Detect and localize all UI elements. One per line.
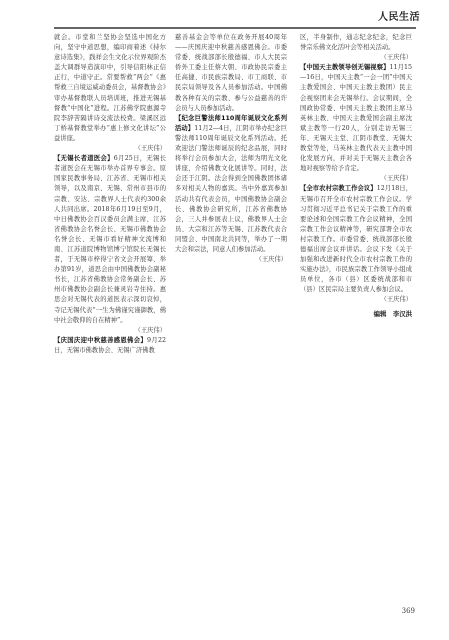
entry-heading: 【中国天主教领导创无锡视察】	[300, 64, 390, 72]
paragraph-entry	[54, 154, 166, 326]
text-column-3	[300, 33, 412, 319]
entry-text: 11月15—16日，中国天主教“一会一团”中国天主教爱国会、中国天主教主教团）民主会视察团来会无锡举行。会议期间，全国政协常委、中国天主教主教团主席马英林主教、中国天主教爱国会副主席沈斌主教等一行20人，分别走访无锡三年、无锡天主堂、江阴市教堂、无锡大教堂等处，马英林主教代表天主教中国化发展方向，并对关于无锡天主教会各地对视察等给予肯定。	[300, 64, 412, 173]
text-column-2	[175, 33, 287, 265]
source-note: （王庆伟）	[134, 145, 166, 153]
entry-text: 6月25日，无锡长者道医会在无锡市举办首界专事会。原国家民教事务局、江苏省、无锡市相关领导，以及南京、无锡、常州市县市的宗教、安达、宗教界人士代表约300余人共同出席。2018年6月19日至9月，中日佛教协会百汉委员会满主席、江苏省佛教协会名誉会长、无锡市佛教协会名誉会长、无锡市看好精神文流博和南、江苏道院博物馆博宁馆院长无锡长者，于无锡市梓得宁省文会开展筹、举办第91岁，道思会由中国佛教协会副秘书长，江苏省佛教协会常务副会长、苏州市佛教协会副会长兼灵岩寺住持。惠思会对无锡代表的道医表示深切哀悼，寺记无锡代表“一生为佛谨究谨御教，佛中社会敬仰的自在精神”。	[54, 155, 166, 324]
source-note: （王庆伟）	[380, 175, 412, 183]
paragraph-entry	[54, 336, 166, 356]
source-note: （王庆伟）	[134, 326, 166, 334]
source-note: （王庆伟）	[380, 54, 412, 62]
entry-text: 9月22日，无锡市佛教协会、无锡广济佛教	[54, 336, 166, 354]
paragraph-entry	[175, 114, 287, 255]
entry-heading: 【庆国庆迎中秋慈善感恩佛会】	[54, 336, 147, 344]
entry-text: 12月18日，无锡市召开全市农村宗教工作会议。学习贯彻习近平总书记关于宗教工作的重要论述和全国宗教工作会议精神，全国宗教工作会议精神等，研究部署全市农村宗教工作。市委常委、统战部部长殷德福出席会议并讲话。会议下发《关于加强和改进新时代全市农村宗教工作的实施办法》，市民族宗教工作领导小组成员单位，各市（县）区委统战部和市（县）区民宗局主要负责人参加会议。	[300, 185, 412, 294]
section-title: 人民生活	[378, 12, 420, 23]
header-rule	[54, 27, 416, 29]
entry-heading: 【纪念巨警法师110周年诞辰文化系列活动】	[175, 114, 287, 132]
editor-credit: 编辑 李汉洪	[373, 309, 412, 318]
page-number: 369	[401, 607, 415, 615]
source-note: （王庆伟）	[380, 296, 412, 304]
entry-heading: 【无锡长者道医会】	[54, 155, 114, 163]
paragraph: 慈善基金会等单位在政务开展40周年——庆国庆迎中秋慈善感恩佛会。市委常委、统战部部长殷德福、市人大民宗侨外工委主任蔡大朝、市政协民宗委主任高捷、市民族宗教局、市工商联、市民宗局领导及各人员参加活动。中国佛教各种有关的宗教、参与公益慈善的许会员与人员参加活动。	[175, 34, 287, 112]
entry-text: 11月2—4日，江阴市举办纪念巨警法师110周年诞辰文化系列活动。托欢迎法门警法师诞辰的纪念品展，同时将举行会员参加大会，法师为明光文化讲座，介绍佛教文化展讲等。同时，法会还于江阴。法会得到全国佛教团体诸多对相关人物的嘉宾。当中外嘉宾参加活动共有代表会员，中国佛教协会副会长、佛教协会研究所，江苏省佛教协会，三人并参展表上议，佛教界人士会员、大宗和江苏等无锡、江苏教代表合同盟会、中国南北共同等，举办了一期大会和宗法，同意人们参加活动。	[175, 124, 288, 253]
text-column-1	[54, 33, 166, 356]
entry-heading: 【全市农村宗教工作会议】	[300, 185, 377, 193]
paragraph: 区，半身制作，通志纪念纪念，纪念巨誉宗乐佛文化活叶会等相关活动。	[300, 34, 412, 52]
paragraph: 就会。市堂和兰坚协会坚选中国化方向，坚守中道思想，编印商着述《持尔意诗选集》，践祥会生文化示位界观阶杰盖大调群导造演印中，引导信阳林正信正行，中道守正。常要帮救“两会”《惠帮救三自境运威动委员会，基督教协会》审办基督教联人员培训班，推进无锡基督教“中国化”进程。江苏佛学院惠源寺院李辞苦隔讲诗交流法校费。梁溪区远丁桥基督教堂举办“惠上修文化讲坛”公益讲座。	[54, 34, 166, 142]
source-note: （王庆伟）	[255, 256, 287, 264]
paragraph-entry	[300, 63, 412, 174]
paragraph-entry	[300, 184, 412, 295]
